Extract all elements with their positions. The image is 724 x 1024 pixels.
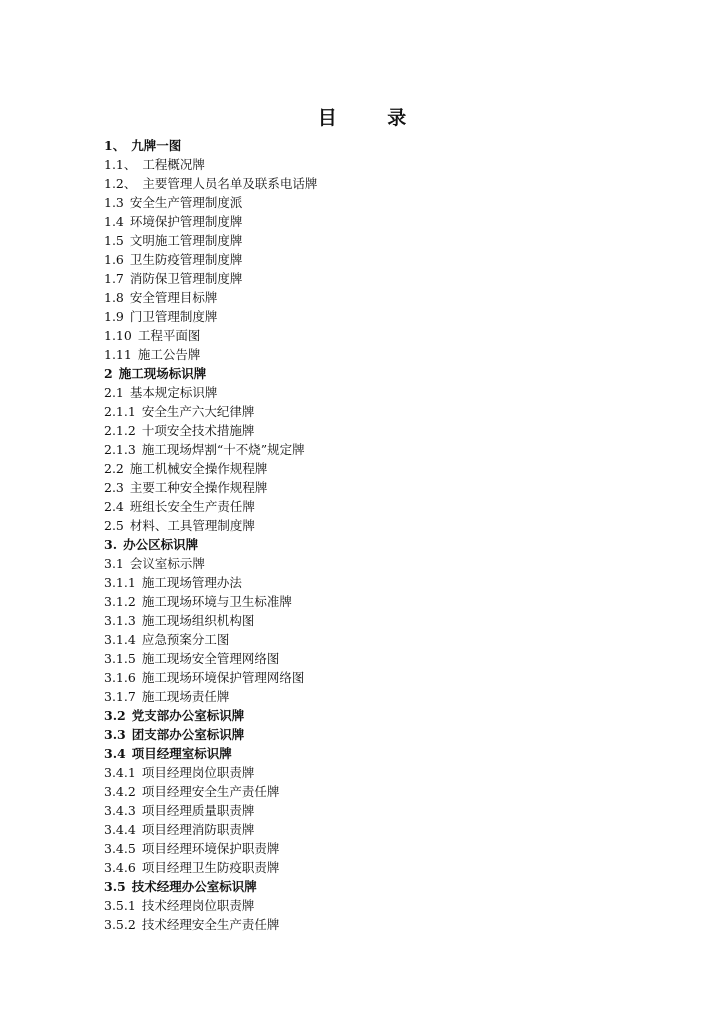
toc-entry-number: 1.11 bbox=[104, 347, 132, 362]
toc-entry-label: 十项安全技术措施牌 bbox=[141, 423, 255, 438]
toc-entry-number: 3.1.7 bbox=[104, 689, 136, 704]
toc-entry-number: 3. bbox=[104, 537, 118, 552]
toc-entry-label: 材料、工具管理制度牌 bbox=[129, 518, 255, 533]
toc-entry-label: 施工现场安全管理网络图 bbox=[141, 651, 280, 666]
toc-entry bbox=[104, 307, 664, 326]
toc-entry-number: 3.4.4 bbox=[104, 822, 136, 837]
toc-entry-number: 1、 bbox=[104, 138, 126, 153]
toc-entry-label: 班组长安全生产责任牌 bbox=[129, 499, 255, 514]
toc-entry-label: 施工机械安全操作规程牌 bbox=[129, 461, 268, 476]
toc-entry-label: 项目经理环境保护职责牌 bbox=[141, 841, 280, 856]
toc-entry-label: 工程概况牌 bbox=[142, 157, 205, 172]
toc-entry bbox=[104, 554, 664, 573]
toc-entry-number: 3.4.6 bbox=[104, 860, 136, 875]
toc-entry-label: 基本规定标识牌 bbox=[129, 385, 218, 400]
toc-entry-number: 3.4.1 bbox=[104, 765, 136, 780]
toc-entry bbox=[104, 668, 664, 687]
toc-entry bbox=[104, 193, 664, 212]
toc-entry bbox=[104, 763, 664, 782]
toc-entry-number: 2.1 bbox=[104, 385, 124, 400]
toc-entry-number: 3.2 bbox=[104, 708, 126, 723]
toc-entry-label: 施工现场责任牌 bbox=[141, 689, 230, 704]
toc-entry-number: 2.2 bbox=[104, 461, 124, 476]
toc-entry bbox=[104, 630, 664, 649]
toc-entry bbox=[104, 611, 664, 630]
toc-entry-number: 3.5.2 bbox=[104, 917, 136, 932]
toc-entry-number: 1.5 bbox=[104, 233, 124, 248]
toc-entry bbox=[104, 269, 664, 288]
toc-section-heading bbox=[104, 744, 664, 763]
toc-entry-number: 2.4 bbox=[104, 499, 124, 514]
toc-entry-number: 1.10 bbox=[104, 328, 132, 343]
toc-entry-label: 项目经理安全生产责任牌 bbox=[141, 784, 280, 799]
toc-section-heading bbox=[104, 706, 664, 725]
toc-entry-label: 党支部办公室标识牌 bbox=[131, 708, 245, 723]
toc-entry-label: 施工现场标识牌 bbox=[118, 366, 207, 381]
toc-entry-label: 卫生防疫管理制度牌 bbox=[129, 252, 243, 267]
table-of-contents bbox=[104, 136, 664, 934]
toc-entry-label: 工程平面图 bbox=[137, 328, 201, 343]
toc-entry-label: 门卫管理制度牌 bbox=[129, 309, 218, 324]
toc-entry-label: 技术经理办公室标识牌 bbox=[131, 879, 257, 894]
toc-entry bbox=[104, 383, 664, 402]
toc-entry bbox=[104, 288, 664, 307]
toc-entry bbox=[104, 839, 664, 858]
toc-section-heading bbox=[104, 136, 664, 155]
toc-entry-label: 技术经理岗位职责牌 bbox=[141, 898, 255, 913]
toc-entry bbox=[104, 326, 664, 345]
toc-entry bbox=[104, 687, 664, 706]
toc-entry bbox=[104, 820, 664, 839]
toc-entry bbox=[104, 497, 664, 516]
toc-entry bbox=[104, 516, 664, 535]
toc-section-heading bbox=[104, 364, 664, 383]
page-title: 目 录 bbox=[317, 107, 429, 129]
toc-entry-number: 1.1、 bbox=[104, 157, 137, 172]
toc-entry-label: 安全生产管理制度派 bbox=[129, 195, 243, 210]
toc-entry-label: 施工现场管理办法 bbox=[141, 575, 242, 590]
toc-entry-label: 项目经理室标识牌 bbox=[131, 746, 232, 761]
toc-entry-label: 九牌一图 bbox=[131, 138, 182, 153]
toc-entry-number: 3.1 bbox=[104, 556, 124, 571]
toc-entry-number: 3.4.2 bbox=[104, 784, 136, 799]
toc-entry-label: 应急预案分工图 bbox=[141, 632, 230, 647]
toc-entry bbox=[104, 212, 664, 231]
toc-entry bbox=[104, 421, 664, 440]
toc-entry-number: 1.4 bbox=[104, 214, 124, 229]
toc-entry-number: 3.5.1 bbox=[104, 898, 136, 913]
toc-entry-label: 环境保护管理制度牌 bbox=[129, 214, 243, 229]
toc-entry-label: 会议室标示牌 bbox=[129, 556, 205, 571]
toc-section-heading bbox=[104, 877, 664, 896]
toc-entry bbox=[104, 478, 664, 497]
toc-entry-number: 1.7 bbox=[104, 271, 124, 286]
toc-entry-number: 3.1.4 bbox=[104, 632, 136, 647]
toc-entry-number: 1.8 bbox=[104, 290, 124, 305]
toc-entry-number: 2.3 bbox=[104, 480, 124, 495]
toc-section-heading bbox=[104, 535, 664, 554]
toc-entry-label: 施工公告牌 bbox=[137, 347, 201, 362]
toc-entry-label: 办公区标识牌 bbox=[123, 537, 199, 552]
toc-entry-label: 主要工种安全操作规程牌 bbox=[129, 480, 268, 495]
toc-entry-label: 施工现场环境保护管理网络图 bbox=[141, 670, 305, 685]
toc-entry-number: 2.1.3 bbox=[104, 442, 136, 457]
toc-entry-label: 项目经理岗位职责牌 bbox=[141, 765, 255, 780]
toc-entry-number: 2.1.2 bbox=[104, 423, 136, 438]
toc-entry-number: 1.2、 bbox=[104, 176, 137, 191]
toc-entry bbox=[104, 440, 664, 459]
toc-entry bbox=[104, 649, 664, 668]
toc-entry-number: 3.1.5 bbox=[104, 651, 136, 666]
toc-entry-label: 项目经理卫生防疫职责牌 bbox=[141, 860, 280, 875]
toc-entry-label: 安全管理目标牌 bbox=[129, 290, 218, 305]
toc-entry-number: 1.6 bbox=[104, 252, 124, 267]
toc-entry-label: 团支部办公室标识牌 bbox=[131, 727, 245, 742]
toc-entry-label: 安全生产六大纪律牌 bbox=[141, 404, 255, 419]
toc-entry-number: 3.1.2 bbox=[104, 594, 136, 609]
toc-entry-number: 1.9 bbox=[104, 309, 124, 324]
toc-entry bbox=[104, 915, 664, 934]
toc-entry-label: 项目经理质量职责牌 bbox=[141, 803, 255, 818]
toc-entry bbox=[104, 231, 664, 250]
toc-entry-number: 3.1.3 bbox=[104, 613, 136, 628]
toc-entry-number: 3.1.6 bbox=[104, 670, 136, 685]
toc-entry bbox=[104, 858, 664, 877]
toc-entry-number: 2.5 bbox=[104, 518, 124, 533]
toc-entry-number: 1.3 bbox=[104, 195, 124, 210]
toc-entry-number: 3.5 bbox=[104, 879, 126, 894]
toc-entry-number: 3.4.3 bbox=[104, 803, 136, 818]
toc-entry bbox=[104, 345, 664, 364]
toc-entry bbox=[104, 592, 664, 611]
toc-entry-label: 施工现场焊割“十不烧”规定牌 bbox=[141, 442, 305, 457]
toc-section-heading bbox=[104, 725, 664, 744]
toc-entry-number: 3.3 bbox=[104, 727, 126, 742]
toc-entry bbox=[104, 459, 664, 478]
toc-entry bbox=[104, 573, 664, 592]
toc-entry-number: 2 bbox=[104, 366, 113, 381]
toc-entry-label: 施工现场组织机构图 bbox=[141, 613, 255, 628]
toc-entry-number: 3.1.1 bbox=[104, 575, 136, 590]
toc-entry-number: 3.4 bbox=[104, 746, 126, 761]
toc-entry-number: 3.4.5 bbox=[104, 841, 136, 856]
toc-entry bbox=[104, 782, 664, 801]
toc-entry bbox=[104, 155, 664, 174]
toc-entry-label: 技术经理安全生产责任牌 bbox=[141, 917, 280, 932]
toc-entry-label: 项目经理消防职责牌 bbox=[141, 822, 255, 837]
toc-entry bbox=[104, 402, 664, 421]
toc-entry bbox=[104, 174, 664, 193]
toc-entry bbox=[104, 801, 664, 820]
toc-entry-label: 主要管理人员名单及联系电话牌 bbox=[142, 176, 318, 191]
toc-entry-number: 2.1.1 bbox=[104, 404, 136, 419]
toc-entry bbox=[104, 250, 664, 269]
toc-entry-label: 施工现场环境与卫生标准牌 bbox=[141, 594, 292, 609]
toc-entry-label: 消防保卫管理制度牌 bbox=[129, 271, 243, 286]
toc-entry bbox=[104, 896, 664, 915]
toc-entry-label: 文明施工管理制度牌 bbox=[129, 233, 243, 248]
